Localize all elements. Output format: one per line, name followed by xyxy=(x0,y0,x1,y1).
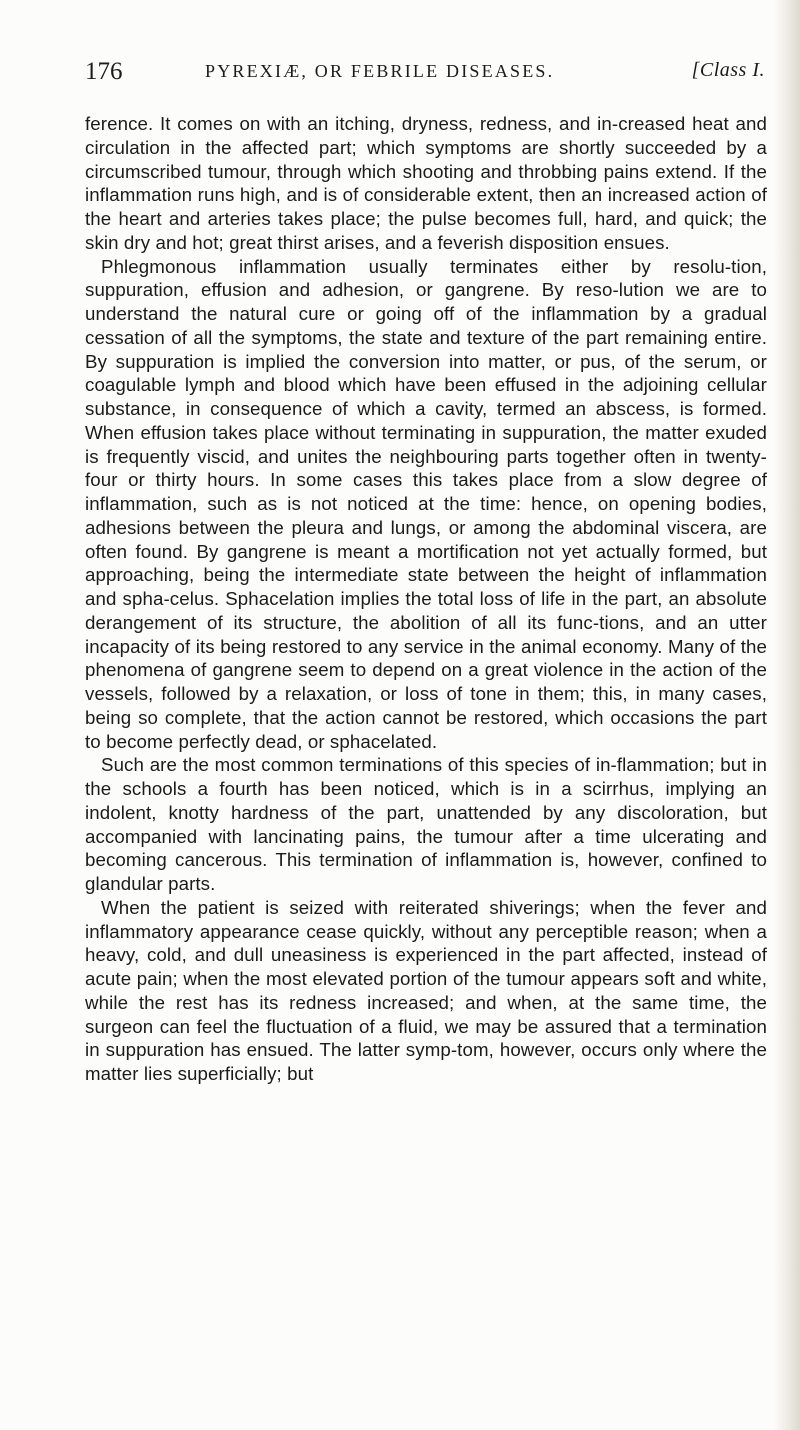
paragraph-continuation: ference. It comes on with an itching, dryness, redness, and in-creased heat and circulation in the affected part; which symptoms are shortly succeeded by a circumscribed tumour, through which shooting and throbbing pains extend. If the inflammation runs high, and is of considerable extent, then an increased action of the heart and arteries takes place; the pulse becomes full, hard, and quick; the skin dry and hot; great thirst arises, and a feverish disposition ensues. xyxy=(85,113,767,253)
paragraph-scirrhus: Such are the most common terminations of this species of in-flammation; but in the schools a fourth has been noticed, which is in a scirrhus, implying an indolent, knotty hardness of the part, unattended by any discoloration, but accompanied with lancinating pains, the tumour after a time ulcerating and becoming cancerous. This termination of inflammation is, however, confined to glandular parts. xyxy=(85,754,767,894)
page-number: 176 xyxy=(85,58,123,85)
running-title: PYREXIÆ, OR FEBRILE DISEASES. xyxy=(205,61,555,81)
class-label: [Class I. xyxy=(691,59,765,81)
page-edge-shadow xyxy=(774,0,800,1430)
running-header xyxy=(85,58,765,88)
paragraph-suppuration-signs: When the patient is seized with reiterated shiverings; when the fever and inflammatory appearance cease quickly, without any perceptible reason; when a heavy, cold, and dull uneasiness is experienced in the part affected, instead of acute pain; when the most elevated portion of the tumour appears soft and white, while the rest has its redness increased; and when, at the same time, the surgeon can feel the fluctuation of a fluid, we may be assured that a termination in suppuration has ensued. The latter symp-tom, however, occurs only where the matter lies superficially; but xyxy=(85,896,767,1084)
body-text xyxy=(85,112,767,1086)
paragraph-terminations: Phlegmonous inflammation usually terminates either by resolu-tion, suppuration, effusion and adhesion, or gangrene. By reso-lution we are to understand the natural cure or going off of the inflammation by a gradual cessation of all the symptoms, the state and texture of the part remaining entire. By suppuration is implied the conversion into matter, or pus, of the serum, or coagulable lymph and blood which have been effused in the adjoining cellular substance, in consequence of which a cavity, termed an abscess, is formed. When effusion takes place without terminating in suppuration, the matter exuded is frequently viscid, and unites the neighbouring parts together often in twenty-four or thirty hours. In some cases this takes place from a slow degree of inflammation, such as is not noticed at the time: hence, on opening bodies, adhesions between the pleura and lungs, or among the abdominal viscera, are often found. By gangrene is meant a mortification not yet actually formed, but approaching, being the intermediate state between the height of inflammation and spha-celus. Sphacelation implies the total loss of life in the part, an absolute derangement of its structure, the abolition of all its func-tions, and an utter incapacity of its being restored to any service in the animal economy. Many of the phenomena of gangrene seem to depend on a great violence in the action of the vessels, followed by a relaxation, or loss of tone in them; this, in many cases, being so complete, that the action cannot be restored, which occasions the part to become perfectly dead, or sphacelated. xyxy=(85,255,767,752)
